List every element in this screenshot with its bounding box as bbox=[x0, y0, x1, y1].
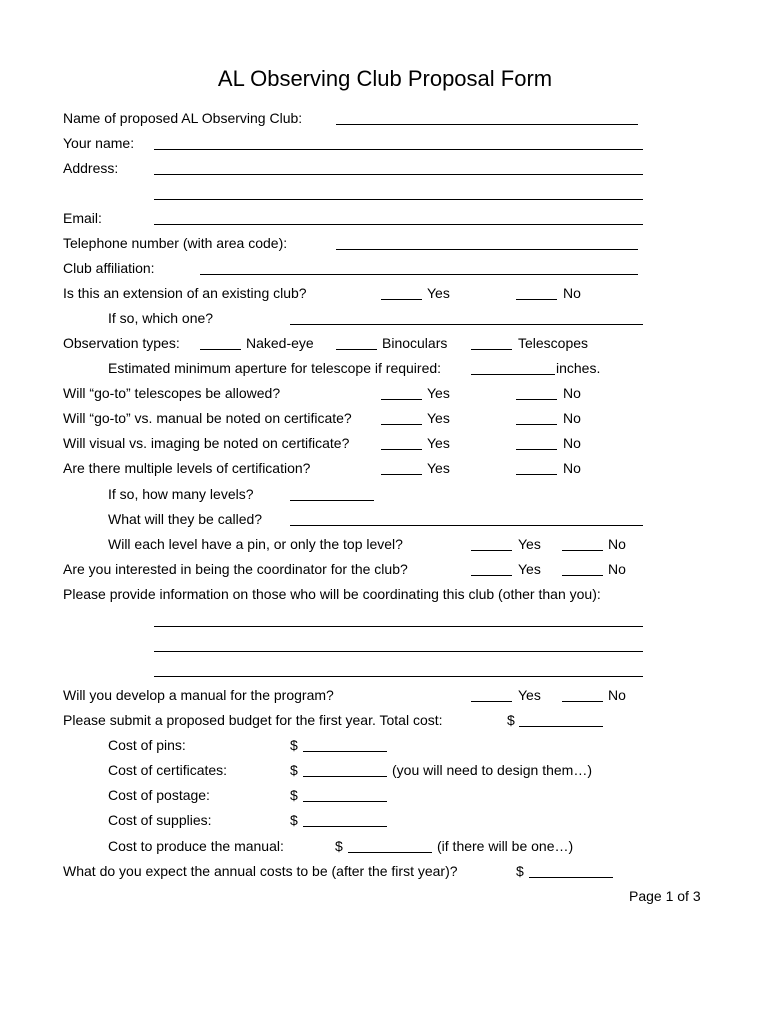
extension-yes-blank[interactable] bbox=[381, 299, 422, 300]
goto-allowed-label: Will “go-to” telescopes be allowed? bbox=[63, 385, 281, 401]
cost-manual-label: Cost to produce the manual: bbox=[108, 838, 284, 854]
visual-noted-no-blank[interactable] bbox=[516, 449, 557, 450]
how-many-levels-label: If so, how many levels? bbox=[108, 486, 254, 502]
goto-allowed-no-blank[interactable] bbox=[516, 399, 557, 400]
visual-noted-no-label: No bbox=[563, 435, 581, 451]
annual-costs-currency: $ bbox=[516, 863, 524, 879]
extension-yes-label: Yes bbox=[427, 285, 450, 301]
annual-costs-field[interactable] bbox=[529, 877, 613, 878]
cost-certificates-label: Cost of certificates: bbox=[108, 762, 228, 778]
address-label: Address: bbox=[63, 160, 119, 176]
which-one-field[interactable] bbox=[290, 324, 643, 325]
address-field-line1[interactable] bbox=[154, 174, 643, 175]
manual-yes-blank[interactable] bbox=[471, 701, 512, 702]
multiple-levels-no-blank[interactable] bbox=[516, 474, 557, 475]
telescopes-label: Telescopes bbox=[518, 335, 589, 351]
which-one-label: If so, which one? bbox=[108, 310, 214, 326]
called-label: What will they be called? bbox=[108, 511, 263, 527]
multiple-levels-yes-blank[interactable] bbox=[381, 474, 422, 475]
coordinator-no-blank[interactable] bbox=[562, 575, 603, 576]
club-name-label: Name of proposed AL Observing Club: bbox=[63, 110, 303, 126]
page-number: Page 1 of 3 bbox=[629, 888, 701, 904]
your-name-field[interactable] bbox=[154, 149, 643, 150]
coordinators-info-line3[interactable] bbox=[154, 676, 643, 677]
coordinator-yes-label: Yes bbox=[518, 561, 541, 577]
extension-no-label: No bbox=[563, 285, 581, 301]
goto-noted-no-blank[interactable] bbox=[516, 424, 557, 425]
cost-manual-currency: $ bbox=[335, 838, 343, 854]
inches-label: inches. bbox=[556, 360, 601, 376]
manual-no-blank[interactable] bbox=[562, 701, 603, 702]
goto-allowed-yes-blank[interactable] bbox=[381, 399, 422, 400]
coordinators-info-line2[interactable] bbox=[154, 651, 643, 652]
binoculars-blank[interactable] bbox=[336, 349, 377, 350]
telephone-field[interactable] bbox=[336, 249, 638, 250]
coordinators-info-label: Please provide information on those who will be coordinating this club (other than you): bbox=[63, 586, 601, 602]
total-cost-currency: $ bbox=[507, 712, 515, 728]
pin-no-label: No bbox=[608, 536, 626, 552]
address-field-line2[interactable] bbox=[154, 199, 643, 200]
annual-costs-label: What do you expect the annual costs to be (after the first year)? bbox=[63, 863, 458, 879]
cost-pins-currency: $ bbox=[290, 737, 298, 753]
total-cost-field[interactable] bbox=[519, 726, 603, 727]
goto-noted-no-label: No bbox=[563, 410, 581, 426]
multiple-levels-label: Are there multiple levels of certification? bbox=[63, 460, 311, 476]
goto-noted-yes-blank[interactable] bbox=[381, 424, 422, 425]
telescopes-blank[interactable] bbox=[471, 349, 512, 350]
cost-postage-label: Cost of postage: bbox=[108, 787, 210, 803]
cost-pins-field[interactable] bbox=[303, 751, 387, 752]
multiple-levels-no-label: No bbox=[563, 460, 581, 476]
naked-eye-label: Naked-eye bbox=[246, 335, 314, 351]
extension-no-blank[interactable] bbox=[516, 299, 557, 300]
cost-supplies-currency: $ bbox=[290, 812, 298, 828]
manual-yes-label: Yes bbox=[518, 687, 541, 703]
cost-postage-field[interactable] bbox=[303, 801, 387, 802]
club-affiliation-field[interactable] bbox=[200, 274, 638, 275]
coordinator-label: Are you interested in being the coordinator for the club? bbox=[63, 561, 408, 577]
certificates-note: (you will need to design them…) bbox=[392, 762, 592, 778]
coordinator-yes-blank[interactable] bbox=[471, 575, 512, 576]
called-field[interactable] bbox=[290, 525, 643, 526]
visual-noted-yes-label: Yes bbox=[427, 435, 450, 451]
cost-certificates-currency: $ bbox=[290, 762, 298, 778]
cost-postage-currency: $ bbox=[290, 787, 298, 803]
extension-label: Is this an extension of an existing club? bbox=[63, 285, 307, 301]
cost-pins-label: Cost of pins: bbox=[108, 737, 186, 753]
your-name-label: Your name: bbox=[63, 135, 135, 151]
goto-noted-label: Will “go-to” vs. manual be noted on certificate? bbox=[63, 410, 352, 426]
goto-noted-yes-label: Yes bbox=[427, 410, 450, 426]
visual-noted-yes-blank[interactable] bbox=[381, 449, 422, 450]
budget-label: Please submit a proposed budget for the first year. Total cost: bbox=[63, 712, 443, 728]
form-title: AL Observing Club Proposal Form bbox=[217, 66, 553, 91]
pin-yes-label: Yes bbox=[518, 536, 541, 552]
email-label: Email: bbox=[63, 210, 102, 226]
how-many-levels-field[interactable] bbox=[290, 500, 374, 501]
telephone-label: Telephone number (with area code): bbox=[63, 235, 288, 251]
pin-no-blank[interactable] bbox=[562, 550, 603, 551]
cost-manual-field[interactable] bbox=[348, 852, 432, 853]
aperture-field[interactable] bbox=[471, 374, 555, 375]
goto-allowed-yes-label: Yes bbox=[427, 385, 450, 401]
pin-yes-blank[interactable] bbox=[471, 550, 512, 551]
visual-noted-label: Will visual vs. imaging be noted on certificate? bbox=[63, 435, 350, 451]
manual-note: (if there will be one…) bbox=[437, 838, 574, 854]
naked-eye-blank[interactable] bbox=[200, 349, 241, 350]
club-name-field[interactable] bbox=[336, 124, 638, 125]
club-affiliation-label: Club affiliation: bbox=[63, 260, 155, 276]
multiple-levels-yes-label: Yes bbox=[427, 460, 450, 476]
aperture-label: Estimated minimum aperture for telescope if required: bbox=[108, 360, 442, 376]
manual-label: Will you develop a manual for the program? bbox=[63, 687, 334, 703]
cost-certificates-field[interactable] bbox=[303, 776, 387, 777]
coordinators-info-line1[interactable] bbox=[154, 626, 643, 627]
coordinator-no-label: No bbox=[608, 561, 626, 577]
cost-supplies-field[interactable] bbox=[303, 826, 387, 827]
email-field[interactable] bbox=[154, 224, 643, 225]
observation-types-label: Observation types: bbox=[63, 335, 180, 351]
goto-allowed-no-label: No bbox=[563, 385, 581, 401]
manual-no-label: No bbox=[608, 687, 626, 703]
cost-supplies-label: Cost of supplies: bbox=[108, 812, 212, 828]
binoculars-label: Binoculars bbox=[382, 335, 448, 351]
pin-label: Will each level have a pin, or only the top level? bbox=[108, 536, 403, 552]
